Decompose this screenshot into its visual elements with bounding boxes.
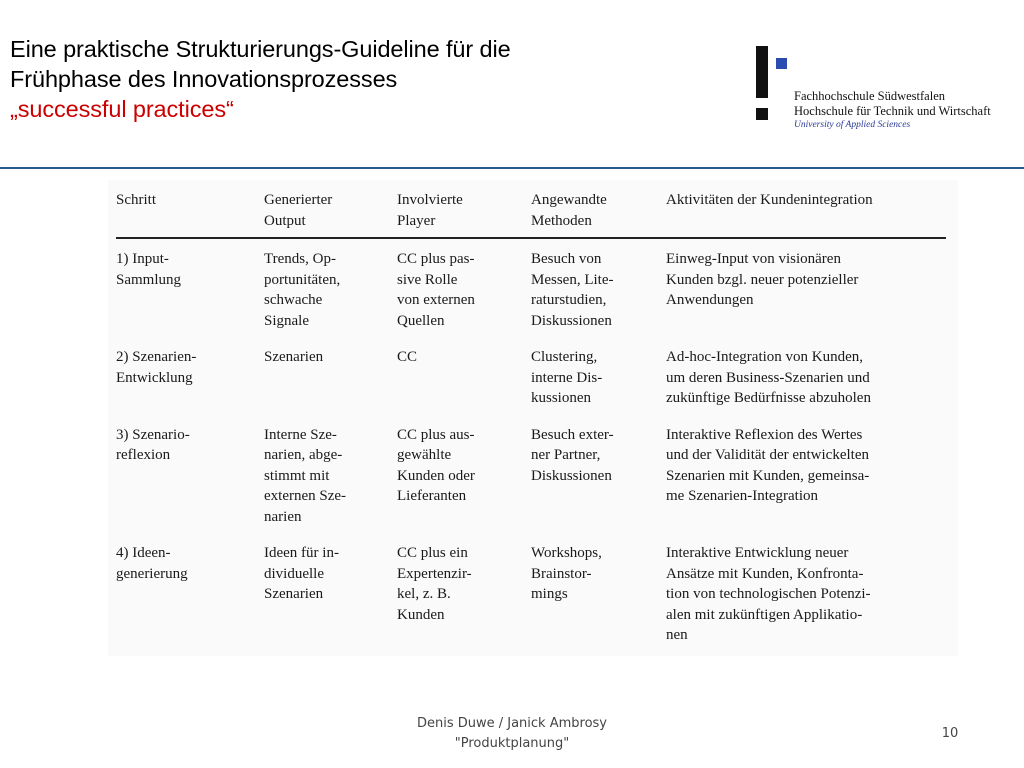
footer-author-block	[380, 714, 644, 754]
cell-output: Trends, Op- portunitäten, schwache Signale	[264, 251, 341, 329]
title-subtitle: „successful practices“	[10, 96, 234, 122]
table-row	[116, 337, 946, 415]
table-row	[116, 238, 946, 337]
slide-title	[10, 34, 710, 124]
cell-step: 4) Ideen- generierung	[116, 545, 188, 582]
cell-step: 2) Szenarien- Entwicklung	[116, 349, 197, 386]
table-row	[116, 533, 946, 652]
header-player: Involvierte Player	[397, 192, 463, 229]
cell-methods: Clustering, interne Dis- kussionen	[531, 349, 603, 406]
cell-step: 1) Input- Sammlung	[116, 251, 182, 288]
logo-line-2: Hochschule für Technik und Wirtschaft	[794, 104, 991, 118]
cell-player: CC plus aus- gewählte Kunden oder Lieferanten	[397, 426, 475, 504]
logo-exclamation-dot	[756, 108, 768, 120]
header-activities: Aktivitäten der Kundenintegration	[666, 192, 873, 208]
table-row	[116, 415, 946, 534]
cell-activities: Interaktive Reflexion des Wertes und der Validität der entwickelten Szenarien mit Kunden, gemeinsa- me Szenarien-Integration	[666, 426, 870, 504]
cell-output: Ideen für in- dividuelle Szenarien	[264, 545, 339, 602]
page-number: 10	[941, 726, 959, 741]
cell-activities: Interaktive Entwicklung neuer Ansätze mit Kunden, Konfronta- tion von technologischen Potenzi- alen mit zukünftigen Applikatio- nen	[666, 545, 871, 643]
title-line-1: Eine praktische Strukturierungs-Guideline für die	[10, 36, 511, 62]
cell-player: CC	[397, 349, 418, 365]
cell-methods: Besuch von Messen, Lite- raturstudien, Diskussionen	[531, 251, 614, 329]
header-divider	[0, 167, 1024, 169]
footer-author: Denis Duwe / Janick Ambrosy	[416, 716, 608, 731]
logo-blue-square	[776, 58, 787, 69]
title-line-2: Frühphase des Innovationsprozesses	[10, 66, 398, 92]
university-logo-text	[794, 89, 991, 132]
cell-output: Szenarien	[264, 349, 324, 365]
guideline-table-image	[108, 180, 958, 656]
cell-player: CC plus ein Expertenzir- kel, z. B. Kunden	[397, 545, 472, 623]
cell-player: CC plus pas- sive Rolle von externen Quellen	[397, 251, 475, 329]
cell-methods: Besuch exter- ner Partner, Diskussionen	[531, 426, 614, 484]
guideline-table	[116, 190, 946, 652]
university-logo-mark	[752, 46, 772, 124]
logo-exclamation-bar	[756, 46, 768, 98]
logo-line-3: University of Applied Sciences	[794, 120, 911, 130]
footer-course: "Produktplanung"	[454, 736, 570, 751]
header-step: Schritt	[116, 192, 156, 208]
table-header-row	[116, 190, 946, 238]
header-output: Generierter Output	[264, 192, 333, 229]
cell-methods: Workshops, Brainstor- mings	[531, 545, 602, 602]
cell-step: 3) Szenario- reflexion	[116, 426, 190, 463]
cell-activities: Einweg-Input von visionären Kunden bzgl. neuer potenzieller Anwendungen	[666, 251, 859, 308]
logo-line-1: Fachhochschule Südwestfalen	[794, 89, 946, 103]
header-methods: Angewandte Methoden	[531, 192, 607, 229]
cell-output: Interne Sze- narien, abge- stimmt mit externen Sze- narien	[264, 426, 347, 525]
cell-activities: Ad-hoc-Integration von Kunden, um deren Business-Szenarien und zukünftige Bedürfnisse abzuholen	[666, 349, 871, 406]
